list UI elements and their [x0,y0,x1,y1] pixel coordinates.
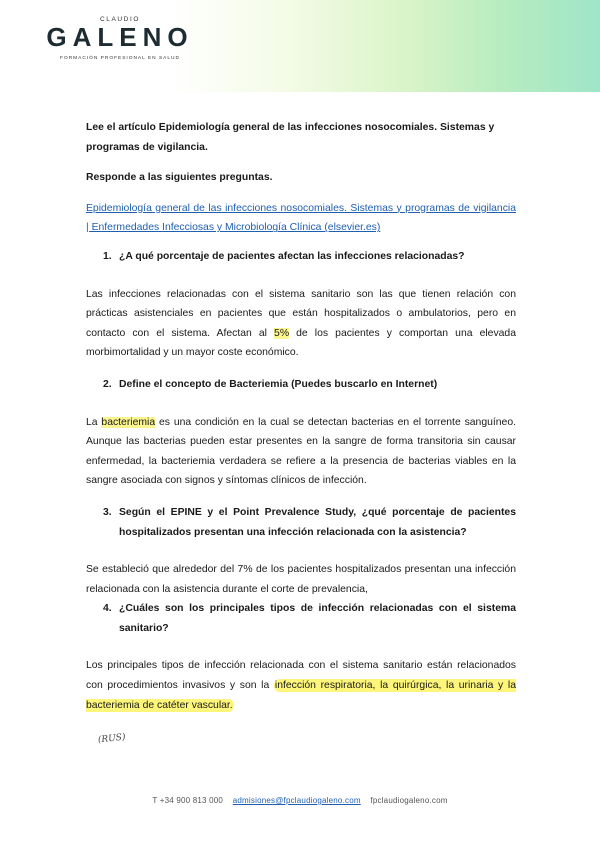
answer-2-highlight: bacteriemia [101,416,156,428]
question-4 [86,599,516,638]
handwritten-note: (RUS) [97,732,127,746]
page-footer [0,796,600,805]
answer-4-text-a: Los principales tipos de infección relacionada con el sistema sanitario están relacionados con procedimientos invasivos y son la [86,660,516,692]
footer-website: fpclaudiogaleno.com [370,796,448,805]
brand-top: CLAUDIO [99,16,141,23]
footer-email-link[interactable]: admisiones@fpclaudiogaleno.com [232,796,361,805]
article-link[interactable]: Epidemiología general de las infecciones nosocomiales. Sistemas y programas de vigilancia | Enfermedades Infecciosas y Microbiología Clínica (elsevier.es) [86,202,516,234]
question-2-number: 2. [103,378,112,390]
brand-logo [40,16,200,61]
brand-sub: FORMACIÓN PROFESIONAL EN SALUD [60,56,180,61]
question-4-number: 4. [103,603,112,615]
question-4-text: ¿Cuáles son los principales tipos de infección relacionadas con el sistema sanitario? [119,603,516,634]
answer-1 [86,285,516,363]
answer-4-highlight: infección respiratoria, la quirúrgica, la urinaria y la bacteriemia de catéter vascular. [86,680,516,711]
question-2-text: Define el concepto de Bacteriemia (Puedes buscarlo en Internet) [119,378,438,390]
answer-1-text-a: Las infecciones relacionadas con el sistema sanitario son las que tienen relación con prácticas asistenciales en pacientes que están hospitalizados o ambulatorios, pero en contacto con el sistema. Afectan al [86,288,516,339]
answer-2-text-b: es una condición en la cual se detectan bacterias en el torrente sanguíneo. Aunque las bacterias pueden estar presentes en la sangre de forma transitoria sin causar enfermedad, la bacteriemia verdadera se refiere a la presencia de bacterias viables en la sangre asociada con signos y síntomas clínicos de infección. [86,416,516,487]
footer-phone: T +34 900 813 000 [152,796,224,805]
answer-1-highlight: 5% [274,327,290,339]
question-3-text: Según el EPINE y el Point Prevalence Study, ¿qué porcentaje de pacientes hospitalizados presentan una infección relacionada con la asistencia? [119,506,516,538]
question-1-number: 1. [103,250,112,262]
answer-2 [86,413,516,491]
question-1 [86,247,516,267]
document-body [86,118,516,715]
intro-prompt: Responde a las siguientes preguntas. [86,172,273,184]
answer-4 [86,656,516,715]
answer-3: Se estableció que alrededor del 7% de los pacientes hospitalizados presentan una infección relacionada con la asistencia durante el corte de prevalencia, [86,564,516,595]
question-3-number: 3. [103,506,112,518]
question-3 [86,503,516,542]
brand-main: GALENO [46,22,194,52]
question-1-text: ¿A qué porcentaje de pacientes afectan las infecciones relacionadas? [119,250,465,262]
answer-2-text-a: La [86,416,102,428]
question-2 [86,375,516,395]
intro-instruction: Lee el artículo Epidemiología general de las infecciones nosocomiales. Sistemas y programas de vigilancia. [86,122,495,153]
answer-1-text-b: de los pacientes y comportan una elevada morbimortalidad y un mayor coste económico. [86,327,516,359]
